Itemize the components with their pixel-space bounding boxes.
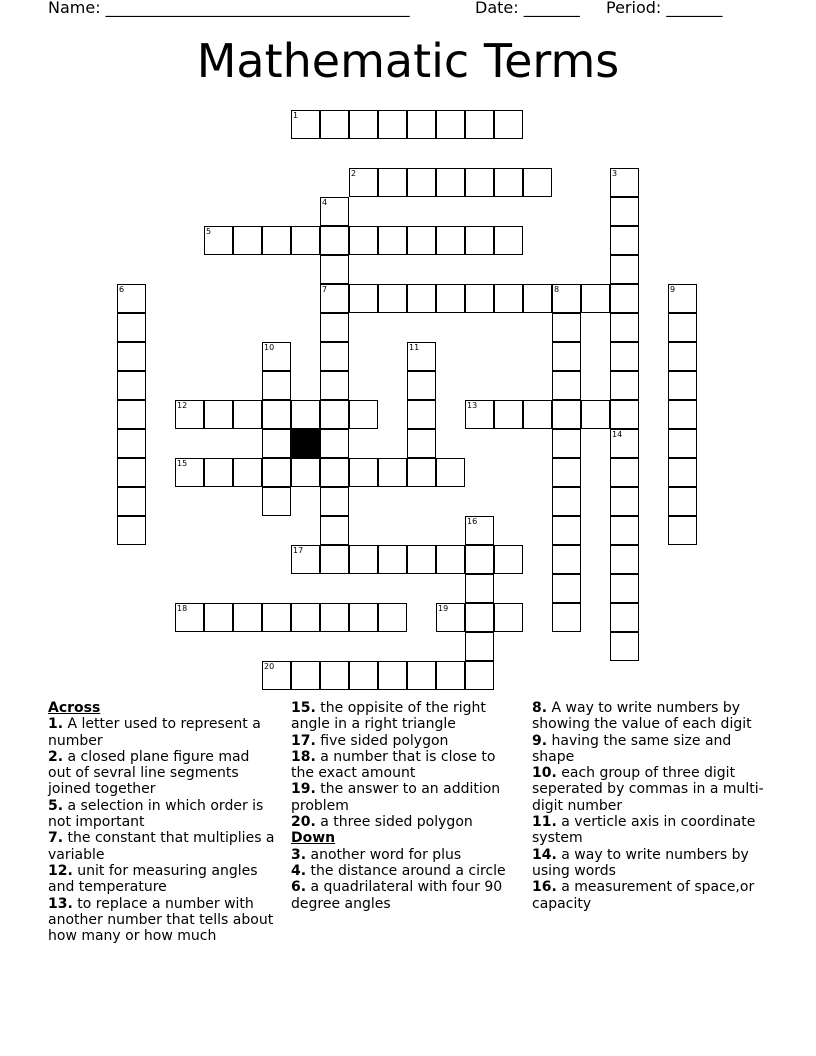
crossword-cell[interactable] [552, 458, 581, 487]
across-heading: Across [48, 700, 101, 716]
crossword-cell[interactable] [465, 226, 494, 255]
crossword-cell[interactable] [117, 342, 146, 371]
crossword-cell[interactable] [291, 603, 320, 632]
crossword-cell[interactable] [668, 400, 697, 429]
crossword-cell[interactable] [262, 400, 291, 429]
crossword-cell[interactable] [378, 661, 407, 690]
crossword-cell[interactable] [320, 313, 349, 342]
crossword-cell[interactable] [668, 516, 697, 545]
crossword-cell[interactable] [494, 603, 523, 632]
crossword-cell[interactable] [262, 458, 291, 487]
crossword-cell[interactable] [233, 400, 262, 429]
crossword-cell[interactable] [552, 603, 581, 632]
clue-text: a quadrilateral with four 90 degree angles [291, 879, 503, 912]
crossword-cell[interactable] [320, 371, 349, 400]
clue-number-label: 6. [291, 879, 307, 896]
clue-across-item [48, 896, 276, 945]
clue-down-item [532, 765, 768, 814]
clue-number: 18 [177, 604, 188, 613]
puzzle-title: Mathematic Terms [196, 34, 620, 88]
crossword-cell[interactable] [378, 226, 407, 255]
crossword-cell[interactable] [349, 661, 378, 690]
clue-across-item [291, 700, 519, 733]
clue-number: 4 [322, 198, 328, 207]
crossword-cell[interactable] [552, 313, 581, 342]
crossword-cell[interactable] [262, 226, 291, 255]
crossword-cell[interactable] [378, 284, 407, 313]
crossword-cell[interactable] [523, 284, 552, 313]
clue-number-label: 11. [532, 814, 557, 831]
crossword-cell[interactable] [407, 110, 436, 139]
clue-number-label: 19. [291, 781, 316, 798]
clue-text: five sided polygon [315, 732, 449, 749]
clue-number: 10 [264, 343, 275, 352]
clue-text: a way to write numbers by using words [532, 846, 749, 879]
name-field-label[interactable]: Name: ______________________________________ [48, 0, 410, 17]
clue-number: 17 [293, 546, 304, 555]
crossword-cell[interactable] [610, 487, 639, 516]
crossword-cell[interactable] [117, 371, 146, 400]
crossword-cell[interactable] [117, 487, 146, 516]
clue-number-label: 10. [532, 765, 557, 782]
crossword-cell[interactable] [349, 458, 378, 487]
clue-number-label: 15. [291, 700, 316, 716]
clue-number-label: 18. [291, 748, 316, 765]
crossword-cell[interactable] [465, 168, 494, 197]
clue-across-item [291, 781, 519, 814]
crossword-cell[interactable] [552, 574, 581, 603]
clue-number-label: 8. [532, 700, 548, 716]
clue-text: another word for plus [306, 846, 462, 863]
clue-down-item [532, 847, 768, 880]
clue-text: a closed plane figure mad out of sevral line segments joined together [48, 748, 250, 798]
clue-number-label: 3. [291, 846, 307, 863]
crossword-cell[interactable] [668, 342, 697, 371]
black-square [291, 429, 320, 458]
crossword-cell[interactable] [581, 400, 610, 429]
clue-number: 13 [467, 401, 478, 410]
crossword-cell[interactable] [320, 516, 349, 545]
crossword-cell[interactable] [436, 661, 465, 690]
clue-text: a verticle axis in coordinate system [532, 814, 756, 847]
clue-down-item [532, 814, 768, 847]
crossword-cell[interactable] [552, 371, 581, 400]
crossword-cell[interactable] [610, 342, 639, 371]
crossword-cell[interactable] [494, 226, 523, 255]
crossword-cell[interactable] [494, 545, 523, 574]
crossword-cell[interactable] [465, 603, 494, 632]
crossword-cell[interactable] [494, 110, 523, 139]
clue-column-2 [291, 700, 519, 912]
clue-text: the oppisite of the right angle in a right triangle [291, 700, 486, 733]
crossword-cell[interactable] [523, 400, 552, 429]
clue-across-item [291, 733, 519, 749]
crossword-cell[interactable] [610, 371, 639, 400]
clue-across-item [291, 749, 519, 782]
crossword-cell[interactable] [262, 371, 291, 400]
crossword-cell[interactable] [262, 603, 291, 632]
crossword-cell[interactable] [668, 487, 697, 516]
clue-text: A letter used to represent a number [48, 716, 261, 749]
crossword-cell[interactable] [610, 400, 639, 429]
crossword-cell[interactable] [668, 429, 697, 458]
clue-text: the answer to an addition problem [291, 781, 501, 814]
crossword-cell[interactable] [117, 429, 146, 458]
clue-down-item [291, 879, 519, 912]
clue-number-label: 13. [48, 895, 73, 912]
crossword-cell[interactable] [349, 110, 378, 139]
clue-number: 9 [670, 285, 676, 294]
crossword-cell[interactable] [291, 400, 320, 429]
crossword-cell[interactable] [552, 342, 581, 371]
crossword-cell[interactable] [291, 458, 320, 487]
clue-number: 11 [409, 343, 420, 352]
crossword-cell[interactable] [610, 284, 639, 313]
crossword-cell[interactable] [552, 429, 581, 458]
crossword-cell[interactable] [552, 545, 581, 574]
clue-text: having the same size and shape [532, 732, 732, 765]
crossword-cell[interactable] [349, 284, 378, 313]
crossword-cell[interactable] [407, 400, 436, 429]
clue-text: to replace a number with another number that tells about how many or how much [48, 895, 274, 945]
crossword-cell[interactable] [204, 400, 233, 429]
crossword-cell[interactable] [204, 458, 233, 487]
clue-number: 7 [322, 285, 328, 294]
clue-across-item [48, 798, 276, 831]
clue-text: unit for measuring angles and temperature [48, 862, 258, 896]
clue-number-label: 20. [291, 814, 316, 831]
crossword-cell[interactable] [610, 226, 639, 255]
clue-number-label: 9. [532, 732, 548, 749]
crossword-cell[interactable] [117, 516, 146, 545]
crossword-cell[interactable] [117, 458, 146, 487]
crossword-cell[interactable] [436, 545, 465, 574]
crossword-cell[interactable] [117, 400, 146, 429]
clue-number: 15 [177, 459, 188, 468]
clue-across-item [48, 716, 276, 749]
clue-text: a measurement of space,or capacity [532, 879, 755, 912]
date-field-label[interactable]: Date: _______ [475, 0, 580, 17]
crossword-cell[interactable] [349, 400, 378, 429]
crossword-cell[interactable] [349, 545, 378, 574]
clue-number-label: 17. [291, 732, 316, 749]
crossword-cell[interactable] [465, 661, 494, 690]
crossword-cell[interactable] [610, 545, 639, 574]
clue-text: the constant that multiplies a variable [48, 830, 275, 863]
crossword-cell[interactable] [494, 400, 523, 429]
clue-across-item [48, 863, 276, 896]
clue-number: 16 [467, 517, 478, 526]
down-heading: Down [291, 830, 336, 847]
crossword-cell[interactable] [349, 226, 378, 255]
clue-text: a selection in which order is not important [48, 797, 264, 831]
crossword-cell[interactable] [494, 168, 523, 197]
clue-text: the distance around a circle [306, 862, 506, 879]
crossword-cell[interactable] [349, 603, 378, 632]
clue-across-item [291, 814, 519, 830]
crossword-cell[interactable] [610, 632, 639, 661]
crossword-cell[interactable] [204, 603, 233, 632]
crossword-cell[interactable] [291, 661, 320, 690]
crossword-cell[interactable] [407, 284, 436, 313]
crossword-cell[interactable] [320, 429, 349, 458]
clue-number: 5 [206, 227, 212, 236]
crossword-cell[interactable] [407, 168, 436, 197]
clue-number-label: 4. [291, 862, 307, 879]
crossword-cell[interactable] [320, 226, 349, 255]
clue-down-item [532, 700, 768, 733]
crossword-cell[interactable] [436, 168, 465, 197]
clue-number: 8 [554, 285, 560, 294]
crossword-cell[interactable] [320, 545, 349, 574]
crossword-cell[interactable] [378, 545, 407, 574]
crossword-cell[interactable] [610, 574, 639, 603]
crossword-cell[interactable] [668, 371, 697, 400]
crossword-cell[interactable] [552, 400, 581, 429]
clue-number: 6 [119, 285, 125, 294]
clue-number-label: 16. [532, 879, 557, 896]
crossword-cell[interactable] [320, 661, 349, 690]
crossword-cell[interactable] [407, 458, 436, 487]
crossword-cell[interactable] [233, 226, 262, 255]
crossword-cell[interactable] [407, 661, 436, 690]
crossword-cell[interactable] [436, 284, 465, 313]
crossword-cell[interactable] [378, 603, 407, 632]
crossword-cell[interactable] [465, 574, 494, 603]
clue-text: a number that is close to the exact amount [291, 748, 496, 782]
crossword-cell[interactable] [378, 168, 407, 197]
crossword-cell[interactable] [436, 110, 465, 139]
crossword-cell[interactable] [407, 371, 436, 400]
crossword-cell[interactable] [465, 632, 494, 661]
crossword-cell[interactable] [320, 400, 349, 429]
crossword-cell[interactable] [610, 313, 639, 342]
clue-number-label: 12. [48, 862, 73, 879]
clue-number: 14 [612, 430, 623, 439]
clue-number: 12 [177, 401, 188, 410]
crossword-cell[interactable] [407, 545, 436, 574]
clue-number-label: 1. [48, 716, 64, 733]
clue-down-item [291, 863, 519, 879]
crossword-cell[interactable] [407, 429, 436, 458]
crossword-cell[interactable] [436, 226, 465, 255]
crossword-cell[interactable] [262, 487, 291, 516]
clue-number: 3 [612, 169, 618, 178]
clue-across-item [48, 749, 276, 798]
crossword-cell[interactable] [552, 516, 581, 545]
clue-number: 19 [438, 604, 449, 613]
crossword-cell[interactable] [494, 284, 523, 313]
crossword-cell[interactable] [610, 458, 639, 487]
crossword-cell[interactable] [552, 487, 581, 516]
clue-number: 1 [293, 111, 299, 120]
crossword-cell[interactable] [581, 284, 610, 313]
crossword-cell[interactable] [378, 458, 407, 487]
crossword-cell[interactable] [291, 226, 320, 255]
crossword-cell[interactable] [436, 458, 465, 487]
crossword-cell[interactable] [407, 226, 436, 255]
crossword-cell[interactable] [320, 110, 349, 139]
clue-number: 20 [264, 662, 275, 671]
crossword-cell[interactable] [668, 458, 697, 487]
crossword-cell[interactable] [233, 458, 262, 487]
crossword-cell[interactable] [320, 603, 349, 632]
crossword-cell[interactable] [523, 168, 552, 197]
crossword-cell[interactable] [465, 284, 494, 313]
crossword-cell[interactable] [668, 313, 697, 342]
clue-number: 2 [351, 169, 357, 178]
crossword-cell[interactable] [320, 487, 349, 516]
crossword-cell[interactable] [233, 603, 262, 632]
period-field-label[interactable]: Period: _______ [606, 0, 723, 17]
crossword-cell[interactable] [610, 255, 639, 284]
crossword-cell[interactable] [320, 342, 349, 371]
crossword-cell[interactable] [320, 458, 349, 487]
clue-column-3 [532, 700, 768, 912]
crossword-cell[interactable] [465, 545, 494, 574]
crossword-cell[interactable] [610, 603, 639, 632]
clue-number-label: 14. [532, 846, 557, 863]
clue-text: A way to write numbers by showing the value of each digit [532, 700, 752, 733]
crossword-cell[interactable] [610, 197, 639, 226]
clue-text: each group of three digit seperated by commas in a multi-digit number [532, 765, 764, 814]
clue-column-1 [48, 700, 276, 944]
crossword-cell[interactable] [320, 255, 349, 284]
clue-number-label: 5. [48, 797, 64, 814]
crossword-cell[interactable] [610, 516, 639, 545]
clue-across-item [48, 830, 276, 863]
crossword-cell[interactable] [378, 110, 407, 139]
clue-down-item [532, 879, 768, 912]
clue-number-label: 2. [48, 748, 64, 765]
clue-number-label: 7. [48, 830, 64, 847]
crossword-cell[interactable] [262, 429, 291, 458]
clue-down-item [291, 847, 519, 863]
clue-down-item [532, 733, 768, 766]
crossword-cell[interactable] [465, 110, 494, 139]
clue-text: a three sided polygon [315, 814, 473, 831]
crossword-cell[interactable] [117, 313, 146, 342]
